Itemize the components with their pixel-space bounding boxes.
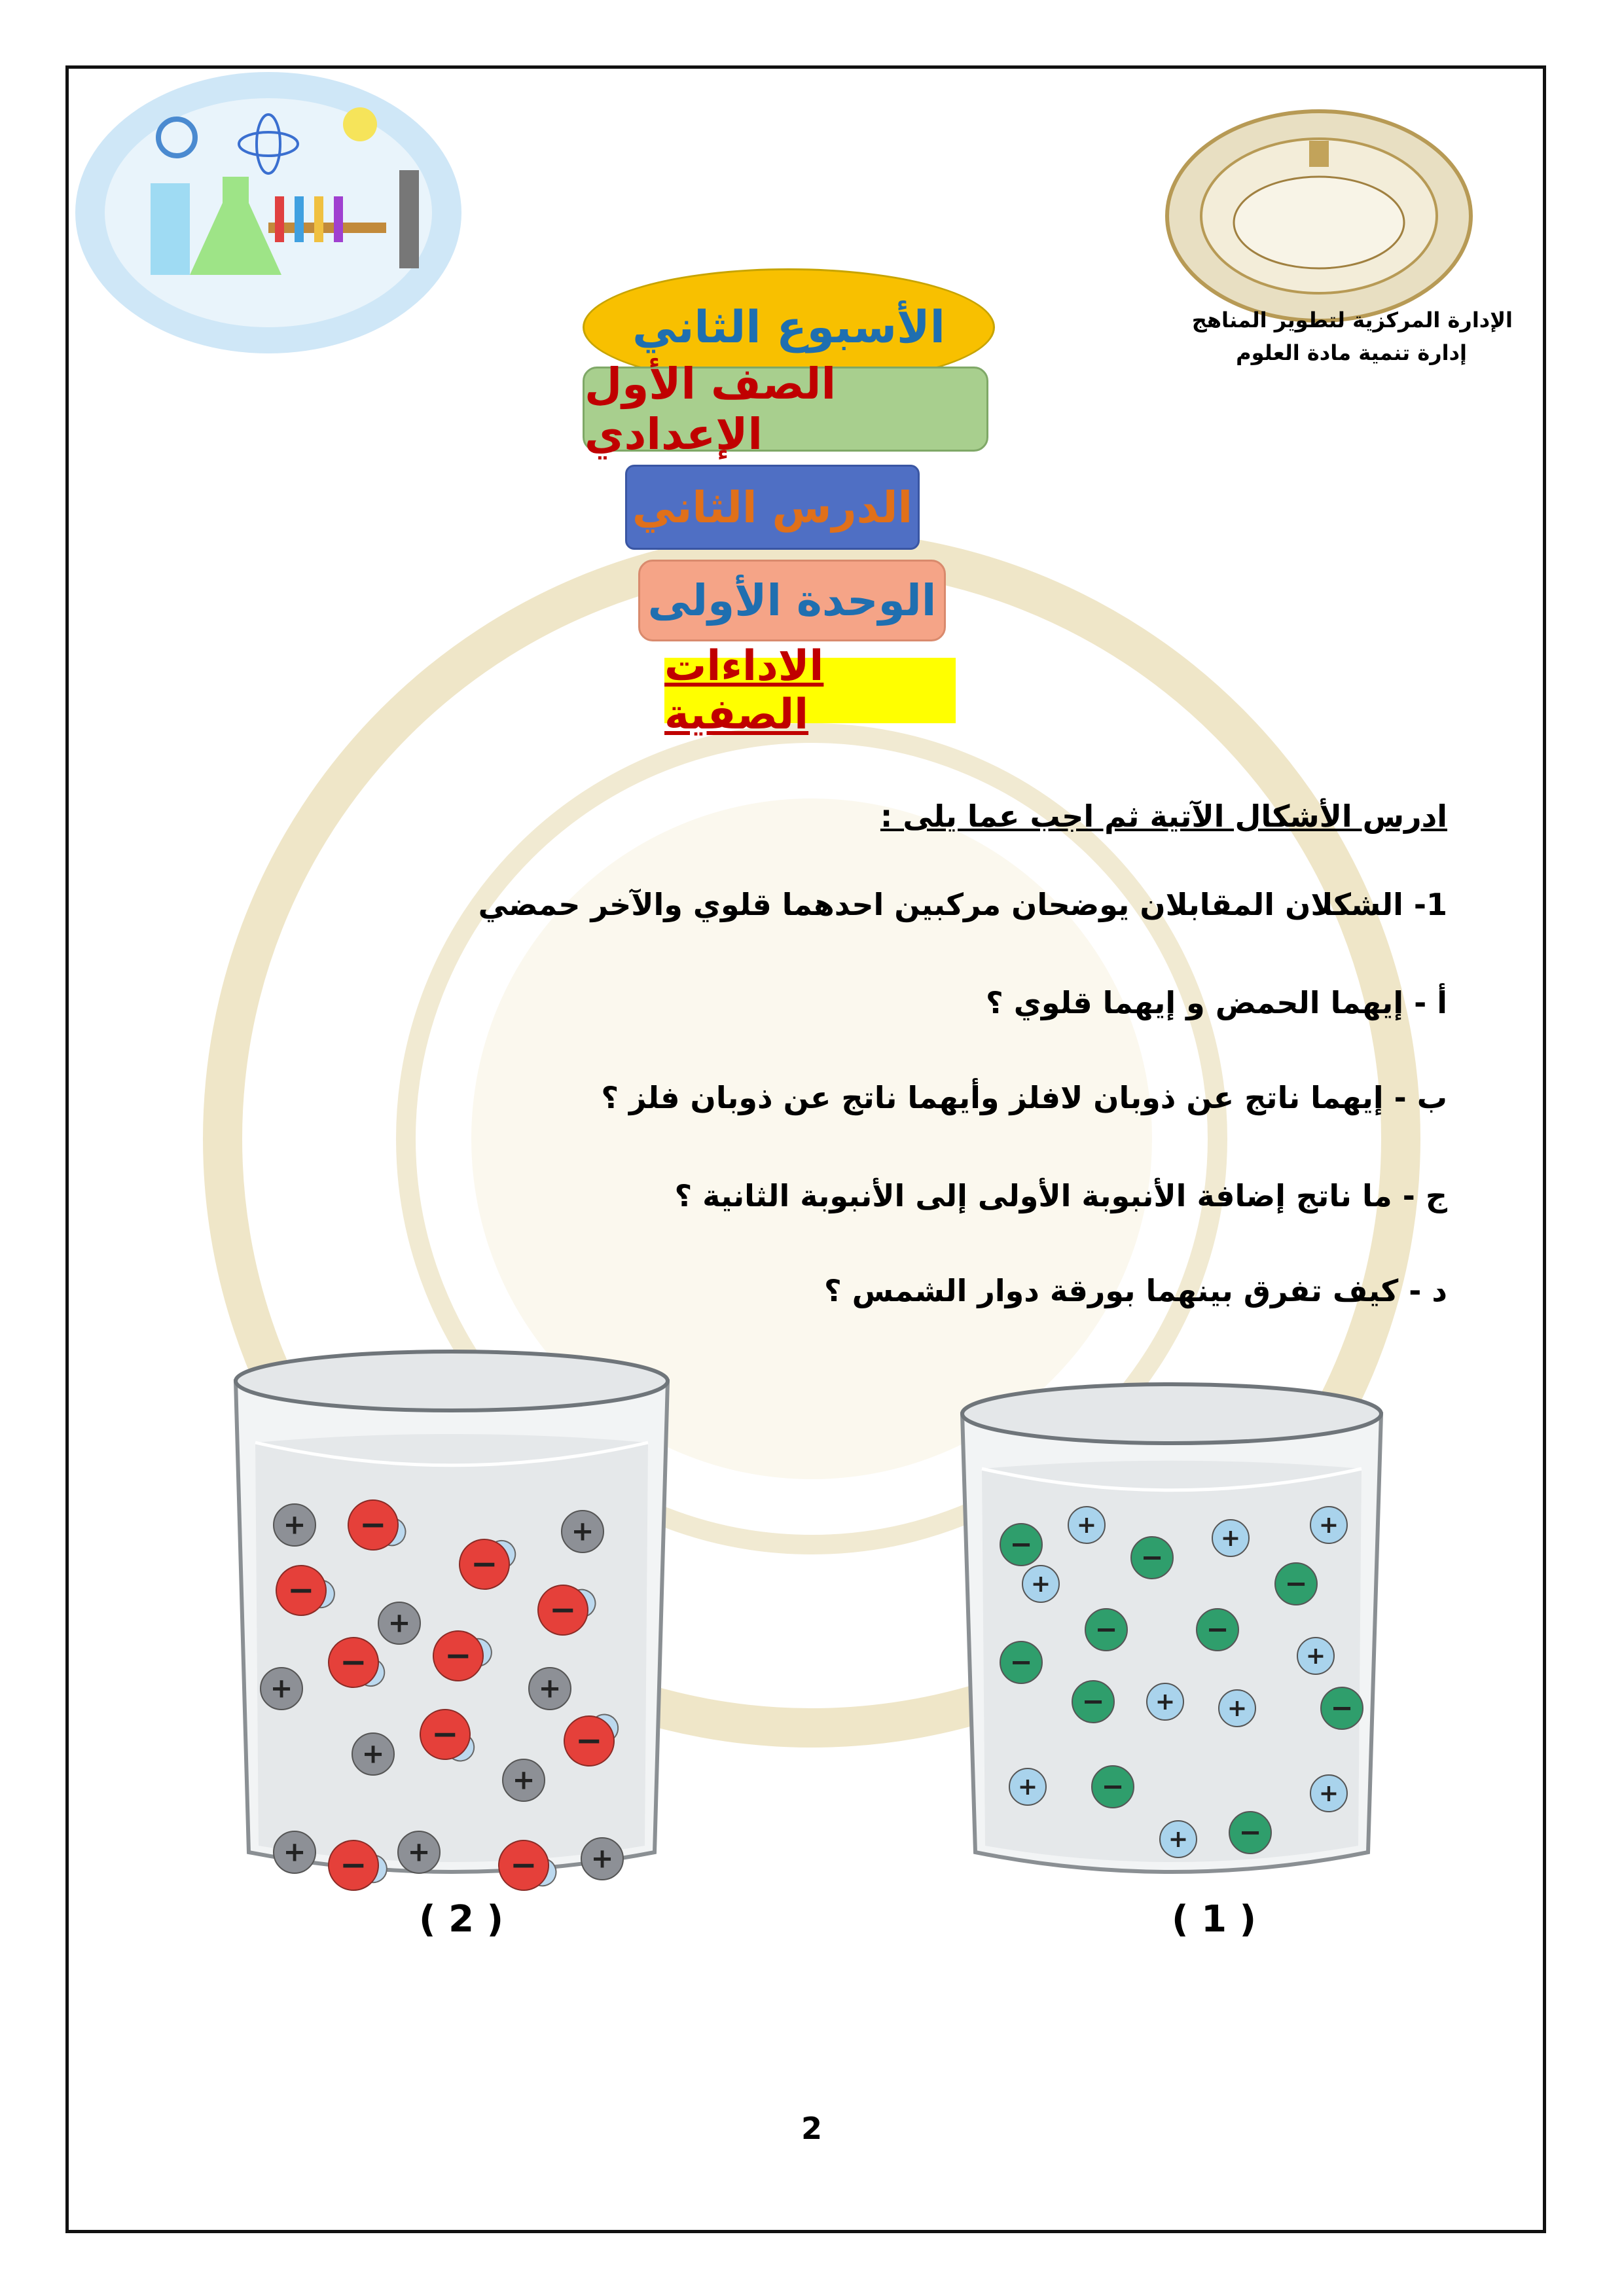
svg-text:−: −	[431, 1714, 459, 1753]
svg-text:+: +	[283, 1508, 306, 1541]
beaker-2-base-solution	[223, 1329, 681, 1898]
hydrogen-cation	[1310, 1775, 1347, 1812]
hydrogen-cation	[1147, 1683, 1183, 1720]
nonmetal-anion	[1000, 1524, 1042, 1566]
question-1d: د - كيف تفرق بينهما بورقة دوار الشمس ؟	[823, 1273, 1447, 1308]
svg-text:−: −	[287, 1570, 315, 1609]
question-1a: أ - إيهما الحمض و إيهما قلوي ؟	[986, 985, 1447, 1020]
hydrogen-cation	[1009, 1768, 1046, 1805]
svg-text:−: −	[549, 1590, 577, 1628]
metal-cation	[581, 1838, 623, 1880]
hydrogen-cation	[1219, 1690, 1255, 1727]
svg-text:+: +	[1017, 1772, 1038, 1801]
beaker-1-acid-solution	[949, 1361, 1394, 1898]
nonmetal-anion	[1085, 1609, 1127, 1651]
nonmetal-anion	[1229, 1812, 1271, 1854]
svg-text:+: +	[388, 1606, 411, 1639]
svg-text:−: −	[340, 1642, 367, 1681]
question-1c: ج - ما ناتج إضافة الأنبوبة الأولى إلى الأنبوبة الثانية ؟	[674, 1178, 1447, 1213]
metal-cation	[529, 1668, 571, 1710]
svg-text:+: +	[1030, 1569, 1051, 1598]
svg-text:−: −	[471, 1544, 498, 1583]
svg-text:+: +	[1318, 1778, 1339, 1807]
svg-text:+: +	[590, 1842, 614, 1874]
metal-cation	[378, 1602, 420, 1644]
svg-text:−: −	[1081, 1685, 1105, 1717]
hydrogen-cation	[1068, 1507, 1105, 1543]
metal-cation	[562, 1511, 604, 1552]
svg-text:−: −	[359, 1505, 387, 1543]
svg-text:+: +	[407, 1835, 431, 1868]
figure-caption-2: ( 2 )	[419, 1898, 504, 1941]
svg-text:−: −	[510, 1845, 537, 1884]
svg-text:+: +	[1155, 1687, 1176, 1715]
hydrogen-cation	[1022, 1566, 1059, 1602]
svg-text:+: +	[571, 1515, 594, 1547]
svg-text:−: −	[340, 1845, 367, 1884]
hydrogen-cation	[1212, 1520, 1249, 1556]
question-1: 1- الشكلان المقابلان يوضحان مركبين احدهما قلوي والآخر حمضي	[478, 887, 1447, 922]
instruction: ادرس الأشكال الآتية ثم اجب عما يلى :	[880, 798, 1447, 834]
science-lab-logo	[72, 65, 465, 360]
metal-cation	[274, 1831, 316, 1873]
svg-text:+: +	[512, 1763, 535, 1796]
svg-text:−: −	[1009, 1645, 1033, 1678]
svg-text:+: +	[1168, 1824, 1189, 1853]
nonmetal-anion	[1092, 1766, 1134, 1808]
svg-text:+: +	[1318, 1510, 1339, 1539]
svg-text:−: −	[444, 1636, 472, 1674]
metal-cation	[352, 1733, 394, 1775]
department-line-2: إدارة تنمية مادة العلوم	[1236, 340, 1467, 365]
lesson-title: الدرس الثاني	[625, 465, 920, 550]
metal-cation	[274, 1504, 316, 1546]
hydrogen-cation	[1160, 1821, 1197, 1857]
hydrogen-cation	[1310, 1507, 1347, 1543]
department-line-1: الإدارة المركزية لتطوير المناهج	[1191, 308, 1513, 332]
svg-text:+: +	[1076, 1510, 1097, 1539]
metal-cation	[261, 1668, 302, 1710]
svg-text:+: +	[361, 1737, 385, 1770]
svg-text:−: −	[1206, 1613, 1229, 1645]
svg-text:−: −	[1284, 1567, 1308, 1600]
page-number: 2	[801, 2111, 822, 2146]
nonmetal-anion	[1197, 1609, 1238, 1651]
performance-heading-text: الاداءات الصفية	[664, 642, 824, 739]
svg-text:−: −	[1238, 1816, 1262, 1848]
ministry-seal-text	[1191, 288, 1453, 289]
nonmetal-anion	[1000, 1641, 1042, 1683]
svg-text:+: +	[1305, 1641, 1326, 1670]
svg-text:+: +	[270, 1672, 293, 1704]
svg-text:+: +	[1220, 1523, 1241, 1552]
hydrogen-cation	[1297, 1638, 1334, 1674]
svg-text:−: −	[1140, 1541, 1164, 1573]
svg-text:+: +	[1227, 1693, 1248, 1722]
metal-cation	[503, 1759, 545, 1801]
svg-text:+: +	[283, 1835, 306, 1868]
ministry-seal	[1162, 108, 1476, 324]
week-title: الأسبوع الثاني	[583, 268, 995, 386]
performance-heading	[664, 642, 956, 739]
svg-text:−: −	[575, 1721, 603, 1759]
nonmetal-anion	[1131, 1537, 1173, 1579]
unit-title: الوحدة الأولى	[638, 560, 946, 641]
nonmetal-anion	[1321, 1687, 1363, 1729]
svg-text:−: −	[1101, 1770, 1125, 1803]
figure-caption-1: ( 1 )	[1172, 1898, 1257, 1941]
nonmetal-anion	[1275, 1563, 1317, 1605]
svg-text:−: −	[1009, 1528, 1033, 1560]
grade-title: الصف الأول الإعدادي	[583, 367, 988, 452]
svg-text:+: +	[538, 1672, 562, 1704]
nonmetal-anion	[1072, 1681, 1114, 1723]
svg-text:−: −	[1094, 1613, 1118, 1645]
svg-text:−: −	[1330, 1691, 1354, 1724]
metal-cation	[398, 1831, 440, 1873]
question-1b: ب - إيهما ناتج عن ذوبان لافلز وأيهما ناتج عن ذوبان فلز ؟	[601, 1080, 1447, 1115]
